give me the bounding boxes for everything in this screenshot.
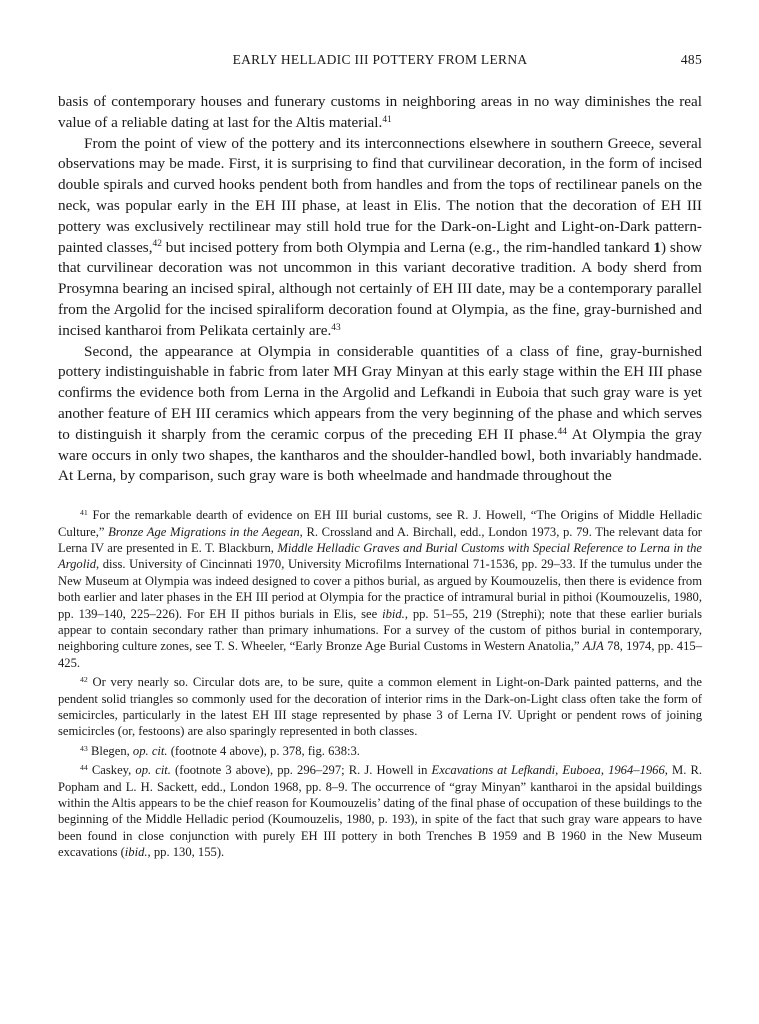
footnote-41-text-4: , pp. 51–55, 219 (Strephi); note that these earlier burials appear to contain secondary rather than primary inhumations. For a survey of the custom of pithos burial in contemporary, neighboring culture zones, see T. S. Wheeler, “Early Bronze Age Burial Customs in Western Anatolia,” bbox=[58, 606, 703, 654]
footnote-44-italic-1: op. cit. bbox=[135, 763, 171, 778]
footnote-44-italic-3: ibid. bbox=[124, 845, 148, 860]
paragraph-2 bbox=[58, 134, 702, 342]
footnote-42-text: Or very nearly so. Circular dots are, to be sure, quite a common element in Light-on-Dark painted patterns, and the pendent solid triangles so commonly used for the decoration of interior rims in the Dark-on-Light class often take the form of semicircles, particularly in the latest EH III stage represented by phase 3 of Lerna IV. Upright or pendent rows of joining semicircles (or, festoons) are also sparingly represented in both classes. bbox=[58, 675, 702, 739]
footnote-41-italic-2: Middle Helladic Graves and Burial Customs with Special Reference to Lerna in the Argolid bbox=[58, 540, 702, 572]
footnote-42 bbox=[58, 674, 702, 740]
running-head bbox=[58, 52, 702, 72]
footnote-41-text-2: , R. Crossland and A. Birchall, edd., London 1973, p. 79. The relevant data for Lerna IV are presented in E. T. Blackburn, bbox=[58, 524, 703, 555]
paragraph-1-text: basis of contemporary houses and funerary customs in neighboring areas in no way diminishes the real value of a reliable dating at last for the Altis material. bbox=[58, 93, 702, 131]
tankard-number: 1 bbox=[653, 238, 662, 256]
footnote-44-text-4: , pp. 130, 155). bbox=[147, 845, 225, 860]
footnote-44-text-1: Caskey, bbox=[87, 763, 136, 778]
footnote-41-italic-4: AJA bbox=[582, 639, 604, 654]
footnote-ref-42: 42 bbox=[152, 239, 162, 250]
paragraph-2-text-c: ) show that curvilinear decoration was not uncommon in this variant decorative tradition. A body sherd from Prosymna bearing an incised spiral, although not certainly of EH III date, may be a contemporary parallel from the Argolid for the incised spiraliform decoration found at Olympia, as the fine, gray-burnished and incised kantharoi from Pelikata certainly are. bbox=[58, 238, 702, 339]
page bbox=[58, 52, 702, 864]
footnote-41-italic-1: Bronze Age Migrations in the Aegean bbox=[108, 524, 300, 539]
paragraph-3 bbox=[58, 342, 702, 488]
footnote-41-text-1: For the remarkable dearth of evidence on EH III burial customs, see R. J. Howell, “The Origins of Middle Helladic Culture,” bbox=[58, 508, 702, 539]
footnotes bbox=[58, 507, 702, 861]
footnote-44-number: 44 bbox=[80, 762, 88, 772]
footnote-43-text-2: (footnote 4 above), p. 378, fig. 638:3. bbox=[167, 743, 360, 758]
footnote-41-italic-3: ibid. bbox=[382, 606, 405, 621]
paragraph-1 bbox=[58, 92, 702, 134]
footnote-41-text-5: 78, 1974, pp. 415–425. bbox=[58, 639, 702, 670]
running-title: EARLY HELLADIC III POTTERY FROM LERNA bbox=[232, 52, 528, 67]
footnote-44 bbox=[58, 762, 702, 860]
footnote-ref-41: 41 bbox=[382, 114, 392, 125]
footnote-41-text-3: , diss. University of Cincinnati 1970, University Microfilms International 71-1536, pp. 29–33. If the tumulus under the New Museum at Olympia was indeed designed to cover a pithos burial, as argued by Koumouzelis, then there is evidence from both earlier and later phases in the EH III period at Olympia for the practice of intramural burial in pithoi (Koumouzelis, 1980, pp. 139–140, 225–226). For EH II pithos burials in Elis, see bbox=[58, 557, 702, 621]
footnote-44-italic-2: Excavations at Lefkandi, Euboea, 1964–1966 bbox=[431, 763, 665, 778]
footnote-ref-43: 43 bbox=[331, 322, 341, 333]
paragraph-2-text-a: From the point of view of the pottery and its interconnections elsewhere in southern Greece, several observations may be made. First, it is surprising to find that curvilinear decoration, in the form of incised double spirals and curved hooks pendent both from handles and from the tops of rectilinear panels on the neck, was popular early in the EH III phase, at least in Elis. The notion that the decoration of EH III pottery was exclusively rectilinear may still hold true for the Dark-on-Light and Light-on-Dark pattern-painted classes, bbox=[58, 134, 702, 256]
footnote-42-number: 42 bbox=[80, 674, 88, 684]
footnote-ref-44: 44 bbox=[557, 426, 567, 437]
footnote-41-number: 41 bbox=[80, 507, 88, 517]
footnote-44-text-2: (footnote 3 above), pp. 296–297; R. J. Howell in bbox=[170, 763, 432, 778]
footnote-43-italic-1: op. cit. bbox=[132, 743, 168, 758]
paragraph-3-text-b: At Olympia the gray ware occurs in only two shapes, the kantharos and the shoulder-handled bowl, both invariably handmade. At Lerna, by comparison, such gray ware is both wheelmade and handmade throughout the bbox=[58, 425, 702, 485]
footnote-44-text-3: , M. R. Popham and L. H. Sackett, edd., London 1968, pp. 8–9. The occurrence of “gray Minyan” kantharoi in the apsidal buildings within the Altis appears to be the chief reason for Koumouzelis’ dating of the final phase of occupation of these buildings to the beginning of the Middle Helladic period (Koumouzelis, 1980, p. 193), in spite of the fact that such gray ware appears to have been found in close conjunction with purely EH III pottery in both Trenches B 1959 and B 1960 in the New Museum excavations ( bbox=[58, 763, 702, 860]
paragraph-2-text-b: but incised pottery from both Olympia and Lerna (e.g., the rim-handled tankard bbox=[161, 238, 654, 256]
paragraph-3-text-a: Second, the appearance at Olympia in considerable quantities of a class of fine, gray-burnished pottery indistinguishable in fabric from later MH Gray Minyan at this early stage within the EH III phase confirms the evidence both from Lerna in the Argolid and Lefkandi in Euboia that such gray ware is yet another feature of EH III ceramics which appears from the very beginning of the phase and which serves to distinguish it sharply from the ceramic corpus of the preceding EH II phase. bbox=[58, 342, 702, 443]
footnote-43-text-1: Blegen, bbox=[87, 743, 133, 758]
footnote-43-number: 43 bbox=[80, 743, 88, 753]
footnote-41 bbox=[58, 507, 702, 671]
page-number: 485 bbox=[680, 52, 702, 67]
footnote-43 bbox=[58, 743, 702, 759]
body-text bbox=[58, 92, 702, 487]
